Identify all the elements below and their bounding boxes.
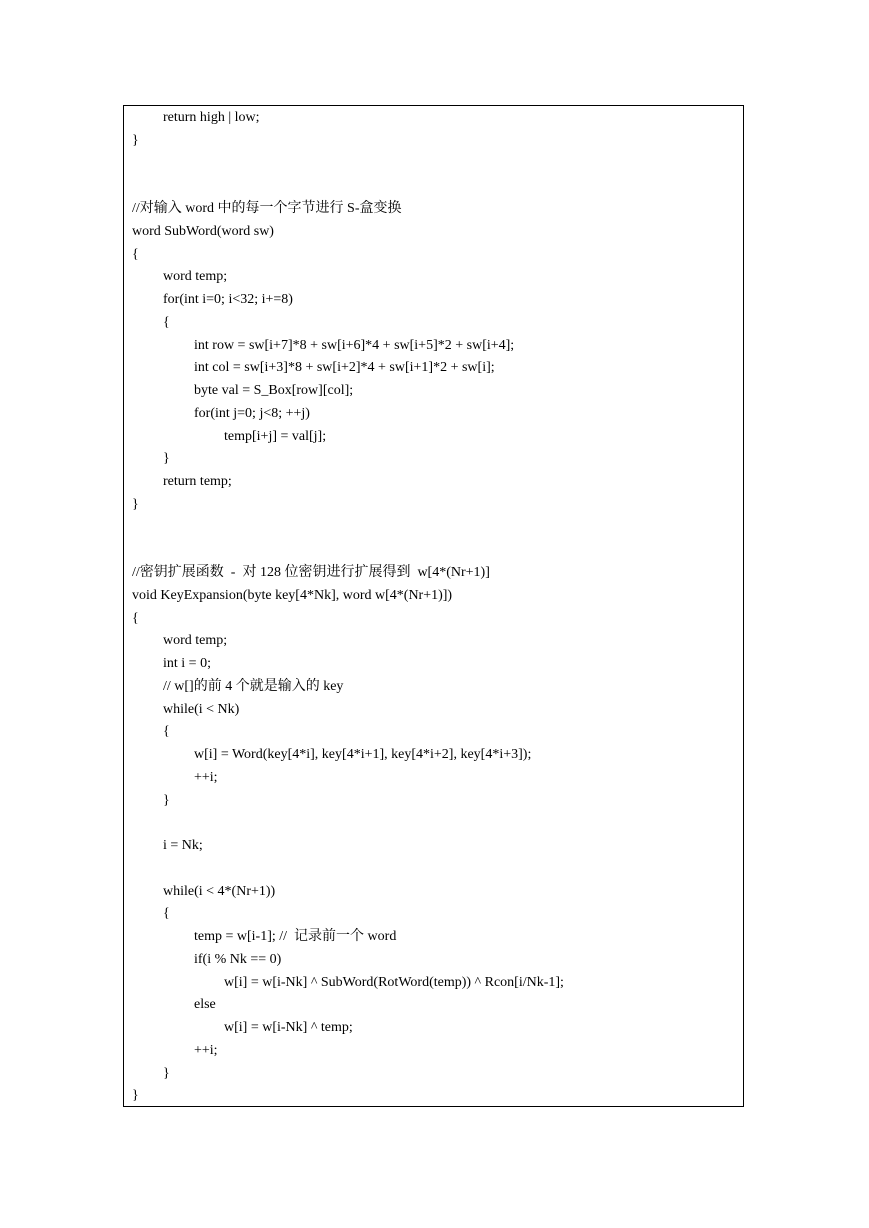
code-line: temp[i+j] = val[j];	[224, 428, 327, 444]
code-listing-box	[123, 105, 744, 1107]
code-line: }	[163, 792, 170, 808]
code-line	[132, 539, 564, 562]
code-line: else	[194, 997, 216, 1013]
code-line	[132, 858, 564, 881]
code-line: int col = sw[i+3]*8 + sw[i+2]*4 + sw[i+1]*2 + sw[i];	[194, 360, 495, 376]
code-line: }	[132, 496, 139, 512]
code-line: word temp;	[163, 633, 228, 649]
code-lines	[132, 107, 564, 1108]
code-line	[132, 517, 564, 540]
code-line: i = Nk;	[163, 838, 203, 853]
code-line: return temp;	[163, 474, 232, 489]
code-line: //对输入 word 中的每一个字节进行 S-盒变换	[132, 201, 402, 216]
code-line: w[i] = w[i-Nk] ^ SubWord(RotWord(temp)) ^ Rcon[i/Nk-1];	[224, 974, 564, 990]
code-line: ++i;	[194, 1042, 218, 1058]
code-line: for(int i=0; i<32; i+=8)	[163, 292, 293, 307]
code-line: while(i < 4*(Nr+1))	[163, 883, 276, 899]
code-line: temp = w[i-1]; // 记录前一个 word	[194, 929, 397, 944]
code-line: byte val = S_Box[row][col];	[194, 383, 354, 398]
code-line: int i = 0;	[163, 656, 211, 671]
code-line: void KeyExpansion(byte key[4*Nk], word w[4*(Nr+1)])	[132, 587, 453, 603]
code-line	[132, 812, 564, 835]
code-line: word SubWord(word sw)	[132, 223, 274, 239]
code-line: }	[132, 1088, 139, 1104]
code-line: }	[163, 451, 170, 467]
code-line: w[i] = Word(key[4*i], key[4*i+1], key[4*i+2], key[4*i+3]);	[194, 747, 532, 762]
code-line: for(int j=0; j<8; ++j)	[194, 405, 310, 421]
code-line: // w[]的前 4 个就是输入的 key	[163, 678, 344, 694]
code-line: word temp;	[163, 269, 228, 285]
code-line: int row = sw[i+7]*8 + sw[i+6]*4 + sw[i+5]*2 + sw[i+4];	[194, 337, 515, 353]
code-line: {	[163, 314, 170, 330]
code-line	[132, 175, 564, 198]
code-line: w[i] = w[i-Nk] ^ temp;	[224, 1020, 353, 1035]
code-line: }	[132, 132, 139, 148]
code-line: while(i < Nk)	[163, 701, 240, 717]
code-line: {	[132, 610, 139, 626]
code-line: if(i % Nk == 0)	[194, 951, 282, 967]
code-line: //密钥扩展函数 - 对 128 位密钥进行扩展得到 w[4*(Nr+1)]	[132, 565, 490, 580]
code-line: {	[163, 724, 170, 740]
code-line: return high | low;	[163, 110, 260, 125]
code-line: ++i;	[194, 769, 218, 785]
code-line: }	[163, 1065, 170, 1081]
code-line: {	[163, 906, 170, 922]
code-line	[132, 153, 564, 176]
code-line: {	[132, 246, 139, 262]
